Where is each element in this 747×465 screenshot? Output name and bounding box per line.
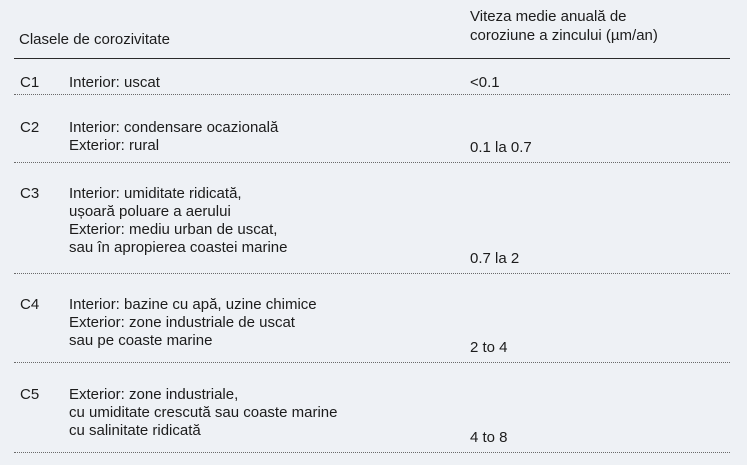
description-line: Exterior: zone industriale,	[69, 386, 239, 403]
corrosion-rate: 0.7 la 2	[470, 250, 520, 267]
zinc-corrosion-rate-header	[470, 7, 658, 45]
table-row-c1	[14, 74, 730, 95]
corrosion-rate: <0.1	[470, 74, 500, 91]
description-line: Interior: uscat	[69, 74, 160, 91]
table-row-c3	[14, 185, 730, 274]
description-line: cu salinitate ridicată	[69, 422, 201, 439]
class-code: C5	[20, 386, 40, 403]
class-description	[69, 296, 317, 350]
description-line: cu umiditate crescută sau coaste marine	[69, 404, 338, 421]
description-line: Interior: umiditate ridicată,	[69, 185, 242, 202]
class-description	[69, 386, 337, 440]
header-divider	[14, 58, 730, 59]
corrosivity-classes-header: Clasele de corozivitate	[19, 31, 170, 48]
description-line: Exterior: zone industriale de uscat	[69, 314, 295, 331]
description-line: Exterior: rural	[69, 137, 160, 154]
table-row-c4	[14, 296, 730, 363]
corrosion-rate: 0.1 la 0.7	[470, 139, 532, 156]
class-description	[69, 74, 160, 92]
description-line: Interior: condensare ocazională	[69, 119, 279, 136]
description-line: sau pe coaste marine	[69, 332, 213, 349]
description-line: ușoară poluare a aerului	[69, 203, 231, 220]
class-code: C3	[20, 185, 40, 202]
corrosion-rate: 4 to 8	[470, 429, 508, 446]
rate-header-line-2: coroziune a zincului (µm/an)	[470, 27, 658, 44]
corrosion-rate: 2 to 4	[470, 339, 508, 356]
class-code: C1	[20, 74, 40, 91]
class-description	[69, 185, 287, 257]
description-line: Interior: bazine cu apă, uzine chimice	[69, 296, 317, 313]
description-line: sau în apropierea coastei marine	[69, 239, 288, 256]
class-code: C2	[20, 119, 40, 136]
rate-header-line-1: Viteza medie anuală de	[470, 8, 627, 25]
class-description	[69, 119, 278, 155]
table-row-c5	[14, 386, 730, 453]
table-row-c2	[14, 119, 730, 163]
class-code: C4	[20, 296, 40, 313]
description-line: Exterior: mediu urban de uscat,	[69, 221, 278, 238]
